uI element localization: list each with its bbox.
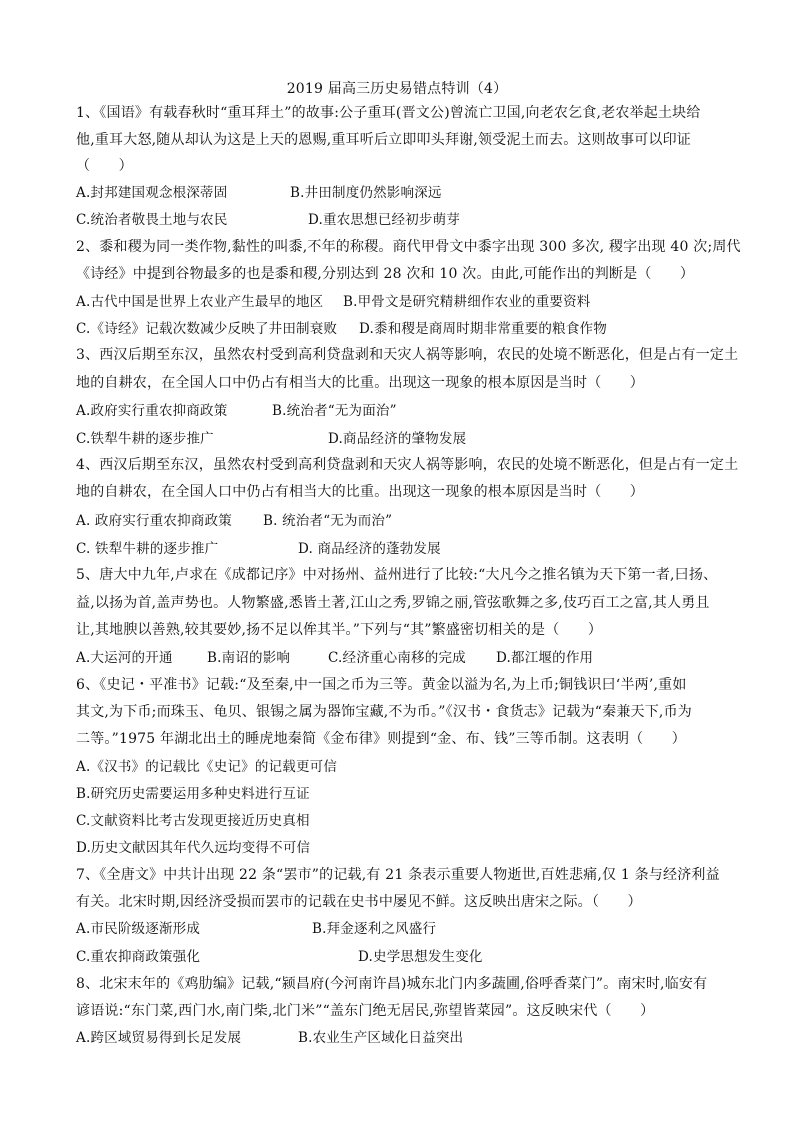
question-5-line-1: 5、唐大中九年,卢求在《成都记序》中对扬州、益州进行了比较:“大凡今之推名镇为天下第一者,曰扬、 [76, 567, 718, 583]
question-2-option-b: B.甲骨文是研究精耕细作农业的重要资料 [343, 294, 591, 310]
question-6-line-2: 其文,为下币;而珠玉、龟贝、银锡之属为器饰宝藏,不为币。”《汉书・食货志》记载为“秦兼天下,币为 [76, 704, 692, 720]
question-6-option-b: B.研究历史需要运用多种史料进行互证 [76, 786, 310, 802]
question-7-option-b: B.拜金逐利之风盛行 [312, 921, 437, 937]
question-7-line-1: 7、《全唐文》中共计出现 22 条“罢市”的记载,有 21 条表示重要人物逝世,百姓悲痛,仅 1 条与经济利益 [76, 867, 720, 883]
question-4-option-b: B. 统治者“无为而治” [263, 513, 393, 529]
question-1-line-2: 他,重耳大怒,随从却认为这是上天的恩赐,重耳听后立即叩头拜谢,领受泥土而去。这则故事可以印证 [76, 132, 691, 148]
question-1-option-d: D.重农思想已经初步萌芽 [308, 212, 461, 228]
question-6-option-d: D.历史文献因其年代久远均变得不可信 [76, 840, 311, 856]
question-5-line-2: 益,以扬为首,盖声势也。人物繁盛,悉皆土著,江山之秀,罗锦之丽,管弦歌舞之多,伎巧百工之富,其人勇且 [76, 595, 710, 611]
question-2-line-1: 2、黍和稷为同一类作物,黏性的叫黍,不年的称稷。商代甲骨文中黍字出现 300 多次, 稷字出现 40 次;周代 [76, 239, 741, 255]
question-1-option-c: C.统治者敬畏土地与农民 [76, 212, 228, 228]
question-7-option-a: A.市民阶级逐渐形成 [76, 921, 201, 937]
question-4-line-1: 4、西汉后期至东汉，虽然农村受到高利贷盘剥和天灾人祸等影响，农民的处境不断恶化，但是占有一定土 [76, 457, 739, 473]
question-5-option-b: B.南诏的影响 [207, 650, 291, 666]
question-5-option-a: A.大运河的开通 [76, 650, 173, 666]
question-4-option-c: C. 铁犁牛耕的逐步推广 [76, 541, 219, 557]
question-3-option-b: B.统治者“无为面治” [272, 403, 397, 419]
question-5-option-c: C.经济重心南移的完成 [328, 650, 466, 666]
question-2-option-c: C.《诗经》记载次数减少反映了井田制衰败 [76, 321, 338, 337]
question-1-line-3: （ ） [76, 158, 133, 174]
question-3-option-d: D.商品经济的肇物发展 [328, 431, 467, 447]
question-5-option-d: D.都江堰的作用 [496, 650, 594, 666]
question-6-option-a: A.《汉书》的记载比《史记》的记载更可信 [76, 759, 338, 775]
question-6-option-c: C.文献资料比考古发现更接近历史真相 [76, 813, 310, 829]
question-4-line-2: 地的自耕农，在全国人口中仍占有相当大的比重。出现这一现象的根本原因是当时（ ） [76, 484, 644, 500]
question-3-option-c: C.铁犁牛耕的逐步推广 [76, 431, 214, 447]
question-2-option-d: D.黍和稷是商周时期非常重要的粮食作物 [359, 321, 607, 337]
question-3-line-1: 3、西汉后期至东汉，虽然农村受到高利贷盘剥和天灾人祸等影响，农民的处境不断恶化，但是占有一定土 [76, 347, 739, 363]
question-6-line-1: 6、《史记・平准书》记载:“及至秦,中一国之币为三等。黄金以溢为名,为上币;铜钱识曰‘半两’,重如 [76, 677, 687, 693]
question-5-line-3: 让,其地腴以善熟,较其要妙,扬不足以侔其半。”下列与“其”繁盛密切相关的是（ ） [76, 622, 603, 638]
question-2-line-2: 《诗经》中提到谷物最多的也是黍和稷,分别达到 28 次和 10 次。由此,可能作出的判断是（ ） [76, 266, 695, 282]
question-7-option-d: D.史学思想发生变化 [358, 949, 483, 965]
question-1-line-1: 1、《国语》有载春秋时“重耳拜土”的故事:公子重耳(晋文公)曾流亡卫国,向老农乞食,老农举起土块给 [76, 105, 701, 121]
page-title: 2019 届高三历史易错点特训（4） [286, 81, 508, 97]
question-8-option-b: B.农业生产区域化日益突出 [298, 1030, 464, 1046]
question-4-option-a: A. 政府实行重农抑商政策 [76, 513, 232, 529]
question-3-line-2: 地的自耕农，在全国人口中仍占有相当大的比重。出现这一现象的根本原因是当时（ ） [76, 375, 644, 391]
question-6-line-3: 二等。”1975 年湖北出土的睡虎地秦简《金布律》则提到“金、布、钱”三等币制。这表明（ ） [76, 731, 686, 747]
question-2-option-a: A.古代中国是世界上农业产生最早的地区 [76, 294, 324, 310]
question-1-option-b: B.井田制度仍然影响深远 [290, 185, 442, 201]
question-7-option-c: C.重农抑商政策强化 [76, 949, 201, 965]
question-8-line-2: 谚语说:“东门菜,西门水,南门柴,北门米”“盖东门绝无居民,弥望皆菜园”。这反映宋代（ ） [76, 1003, 655, 1019]
question-3-option-a: A.政府实行重农抑商政策 [76, 403, 228, 419]
question-8-option-a: A.跨区域贸易得到长足发展 [76, 1030, 242, 1046]
question-8-line-1: 8、北宋末年的《鸡肋编》记载,“颍昌府(今河南许昌)城东北门内多蔬圃,俗呼香菜门”。南宋时,临安有 [76, 976, 708, 992]
question-1-option-a: A.封邦建国观念根深蒂固 [76, 185, 228, 201]
question-4-option-d: D. 商品经济的蓬勃发展 [298, 541, 441, 557]
question-7-line-2: 有关。北宋时期,因经济受损而罢市的记载在史书中屡见不鲜。这反映出唐宋之际。（ ） [76, 894, 642, 910]
